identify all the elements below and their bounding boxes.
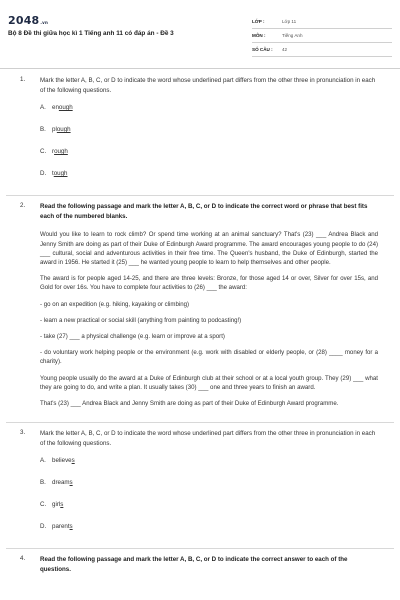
question-number: 2.	[20, 202, 26, 210]
question-text: Read the following passage and mark the letter A, B, C, or D to indicate the correct word or phrase that best fits each of the numbered blanks.	[40, 203, 368, 220]
option-letter: C.	[40, 501, 47, 509]
divider	[6, 548, 394, 549]
question-text: Read the following passage and mark the letter A, B, C, or D to indicate the correct answer to each of the questions.	[40, 556, 348, 573]
option-c[interactable]	[40, 147, 212, 169]
option-letter: D.	[40, 523, 47, 531]
divider	[6, 422, 394, 423]
option-word-start: en	[52, 104, 59, 112]
option-underlined-part: s	[69, 479, 73, 487]
logo-text: 2048	[8, 14, 40, 27]
option-underlined-part: s	[60, 501, 64, 509]
option-letter: A.	[40, 457, 46, 465]
option-word-start: believe	[52, 457, 72, 465]
question-text: Mark the letter A, B, C, or D to indicate the word whose underlined part differs from the other three in pronunciation in each of the following questions.	[40, 77, 376, 94]
info-value: 42	[282, 47, 288, 52]
option-b[interactable]	[40, 478, 212, 500]
option-word-start: pl	[52, 126, 57, 134]
info-value: Tiếng Anh	[282, 33, 303, 38]
option-b[interactable]	[40, 125, 212, 147]
question-4	[0, 555, 400, 574]
option-word-start: t	[52, 170, 54, 178]
divider	[6, 195, 394, 196]
option-word-start: r	[52, 148, 55, 156]
option-letter: D.	[40, 170, 47, 178]
option-underlined-part: s	[71, 457, 75, 465]
exam-content	[0, 76, 400, 575]
logo-suffix: .vn	[40, 20, 48, 25]
option-d[interactable]	[40, 169, 212, 191]
question-number: 4.	[20, 555, 26, 563]
option-word-start: parent	[52, 523, 70, 531]
page-header	[0, 0, 400, 69]
option-letter: C.	[40, 148, 47, 156]
passage-list-item: - go on an expedition (e.g. hiking, kayaking or climbing)	[40, 300, 190, 308]
passage-paragraph: Young people usually do the award at a Duke of Edinburgh club at their school or at a local youth group. They (29) ___ what they are going to do, and write a plan. It usually takes (30) ___ one and three years to finish an award.	[40, 374, 378, 391]
question-text: Mark the letter A, B, C, or D to indicate the word whose underlined part differs from the other three in pronunciation in each of the following questions.	[40, 430, 376, 447]
info-row-class	[252, 15, 392, 29]
answer-options	[40, 456, 378, 544]
option-underlined-part: ough	[53, 170, 68, 178]
document-title: Bộ 8 Đề thi giữa học kì 1 Tiếng anh 11 có đáp án - Đề 3	[8, 30, 174, 37]
info-label: LỚP :	[252, 19, 265, 24]
option-a[interactable]	[40, 456, 212, 478]
option-underlined-part: ough	[58, 104, 73, 112]
passage-list-item: - take (27) ___ a physical challenge (e.g. learn or improve at a sport)	[40, 333, 225, 340]
exam-info-table	[252, 15, 392, 57]
info-label: MÔN :	[252, 33, 266, 38]
passage-list-item: - do voluntary work helping people or the environment (e.g. work with disabled or elderly people, or (28) ____ money for a charity).	[40, 349, 378, 366]
info-row-subject	[252, 29, 392, 43]
question-3	[0, 429, 400, 544]
option-letter: B.	[40, 126, 46, 134]
passage-paragraph: Would you like to learn to rock climb? Or spend time working at an animal sanctuary? That's (23) ___ Andrea Black and Jenny Smith are doing as part of their Duke of Edinburgh Award programme. The award encourages young people to do (24) ___ cultural, social and adventurous activities in their free time. The Queen's husband, the Duke of Edinburgh, started the award in 1956. He started it (25) ___ he wanted young people to learn to help themselves and other people.	[40, 231, 378, 266]
option-underlined-part: s	[69, 523, 73, 531]
answer-options	[40, 103, 378, 191]
option-letter: B.	[40, 479, 46, 487]
option-a[interactable]	[40, 103, 212, 125]
option-word-start: dream	[52, 479, 70, 487]
option-underlined-part: ough	[56, 126, 71, 134]
option-word-start: girl	[52, 501, 61, 509]
option-underlined-part: ough	[54, 148, 68, 156]
question-number: 3.	[20, 429, 26, 437]
question-number: 1.	[20, 76, 26, 83]
info-label: SỐ CÂU :	[252, 47, 273, 52]
info-value: Lớp 11	[282, 19, 297, 24]
question-1	[0, 76, 400, 191]
passage-paragraph: The award is for people aged 14-25, and there are three levels: Bronze, for those aged 14 or over, Silver for over 15s, and Gold for over 16s. You have to complete four activities to (26) ___ the award:	[40, 275, 378, 292]
passage-paragraph: That's (23) ___ Andrea Black and Jenny Smith are doing as part of their Duke of Edinburgh Award programme.	[40, 400, 339, 408]
option-c[interactable]	[40, 500, 212, 522]
question-2	[0, 202, 400, 408]
site-logo[interactable]	[8, 14, 48, 27]
info-row-question-count	[252, 43, 392, 57]
option-d[interactable]	[40, 522, 212, 544]
passage-list-item: - learn a new practical or social skill (anything from painting to podcasting!)	[40, 316, 242, 324]
option-letter: A.	[40, 104, 46, 112]
